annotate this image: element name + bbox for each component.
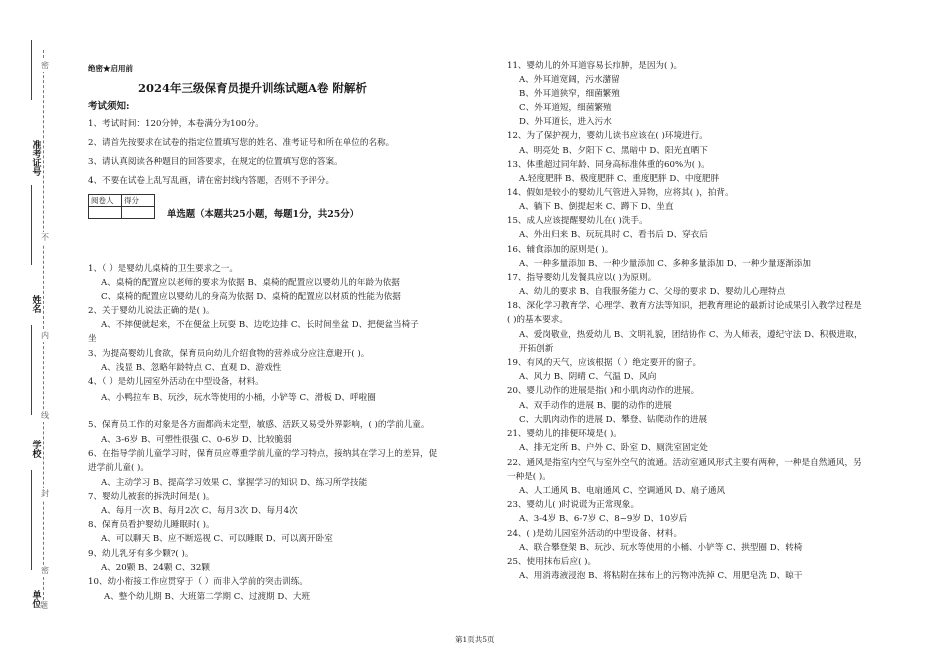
- section-title: 单选题（本题共25小题，每题1分，共25分）: [167, 209, 359, 220]
- option-line: D、外耳道长，进入污水: [519, 117, 612, 127]
- option-line: A.轻度肥胖 B、极度肥胖 C、重度肥胖 D、中度肥胖: [519, 174, 720, 184]
- option-line: 坐: [88, 334, 97, 344]
- question-line: 12、为了保护视力，婴幼儿读书应该在( )环境进行。: [507, 131, 708, 141]
- question-line: 23、婴幼儿( )时说谎为正常现象。: [507, 500, 640, 510]
- notice-heading: 考试须知:: [88, 101, 130, 112]
- question-line: 25、使用抹布后应( )。: [507, 557, 597, 567]
- question-line: 3、为提高婴幼儿食欲，保育员向幼儿介绍食物的营养成分应注意避开( )。: [88, 349, 370, 359]
- option-line: A、外出归来 B、玩玩具时 C、看书后 D、穿衣后: [519, 230, 708, 240]
- question-line: 24、( )是幼儿园室外活动的中型设备、材料。: [507, 529, 683, 539]
- score-cell: 得分: [122, 195, 155, 207]
- score-blank[interactable]: [122, 207, 155, 219]
- question-line: 10、幼小衔接工作应贯穿于（ ）而非入学前的突击训练。: [88, 577, 308, 587]
- question-line: 2、关于婴幼儿说法正确的是( )。: [88, 306, 215, 316]
- option-line: A、排无定所 B、户外 C、卧室 D、厕洗室固定处: [519, 443, 708, 453]
- option-line: C、桌椅的配置应以婴幼儿的身高为依据 D、桌椅的配置应以材质的性能为依据: [101, 292, 401, 302]
- option-line: A、3-4岁 B、6-7岁 C、8~9岁 D、10岁后: [519, 514, 688, 524]
- question-line: 4、（ ）是幼儿园室外活动在中型设备，材料。: [88, 377, 264, 387]
- fill-line: [31, 325, 32, 415]
- option-line: A、小鸭拉车 B、玩沙，玩水等使用的小桶，小铲等 C、滑板 D、呼啦圈: [101, 393, 376, 403]
- question-line: 11、婴幼儿的外耳道容易长疖肿，是因为( )。: [507, 61, 683, 71]
- option-line: A、不摔便就起来，不在便盆上玩耍 B、边吃边排 C、长时间坐盆 D、把便盆当椅子: [101, 320, 419, 330]
- option-line: A、每月一次 B、每月2次 C、每月3次 D、每月4次: [101, 506, 298, 516]
- option-line: A、桌椅的配置应以老师的要求为依据 B、桌椅的配置应以婴幼儿的年龄为依据: [101, 278, 400, 288]
- option-line: A、主动学习 B、提高学习效果 C、掌握学习的知识 D、练习所学技能: [101, 478, 368, 488]
- page-number: 第1页共5页: [455, 635, 495, 644]
- name-label: 姓名: [30, 295, 41, 313]
- seal-char: 内: [41, 331, 49, 340]
- school-label: 学校: [30, 440, 41, 458]
- question-line: 19、有风的天气，应该根据（ ）绝定要开的窗子。: [507, 358, 702, 368]
- option-line: A、20颗 B、24颗 C、32颗: [101, 563, 210, 573]
- option-line: A、幼儿的要求 B、自我服务能力 C、父母的要求 D、婴幼儿心理特点: [519, 287, 786, 297]
- question-line: 7、婴幼儿被套的拆洗时间是( )。: [88, 492, 215, 502]
- grader-blank[interactable]: [89, 207, 122, 219]
- question-line: 17、指导婴幼儿发餐具应以( )为原则。: [507, 273, 657, 283]
- option-line: A、一种多量添加 B、一种少量添加 C、多种多量添加 D、一种少量逐渐添加: [519, 259, 811, 269]
- seal-char: 线: [41, 411, 49, 420]
- option-line: A、联合攀登架 B、玩沙、玩水等使用的小桶、小铲等 C、拱型圈 D、转椅: [519, 543, 803, 553]
- option-line: A、用消毒液浸泡 B、将粘附在抹布上的污物冲洗掉 C、用肥皂洗 D、晾干: [519, 571, 803, 581]
- question-line: 15、成人应该提醒婴幼儿在( )洗手。: [507, 216, 648, 226]
- option-line: A、3-6岁 B、可塑性很强 C、0-6岁 D、比较脆弱: [101, 435, 292, 445]
- seal-char: 密: [41, 61, 49, 70]
- option-line: C、外耳道短，细菌繁殖: [519, 103, 612, 113]
- question-line: 1、（ ）是婴幼儿桌椅的卫生要求之一。: [88, 264, 238, 274]
- fill-line: [31, 40, 32, 100]
- option-line: A、整个幼儿期 B、大班第二学期 C、过渡期 D、大班: [104, 592, 311, 602]
- notice-item: 3、请认真阅读各种题目的回答要求，在规定的位置填写您的答案。: [88, 157, 343, 167]
- option-line: A、外耳道宽阔，污水潴留: [519, 75, 620, 85]
- option-line: A、人工通风 B、电扇通风 C、空调通风 D、扇子通风: [519, 486, 726, 496]
- question-line: 16、辅食添加的原则是( )。: [507, 245, 614, 255]
- grader-cell: 阅卷人: [89, 195, 122, 207]
- score-table: [88, 194, 155, 219]
- option-line: B、外耳道狭窄，细菌繁殖: [519, 89, 620, 99]
- question-line: 进学前儿童( )。: [88, 463, 149, 473]
- question-line: 18、深化学习教育学、心理学、教育方法等知识，把教育理论的最新讨论成果引入教学过程是: [507, 301, 862, 311]
- question-line: 22、通风是指室内空气与室外空气的流通。活动室通风形式主要有两种，一种是自然通风，另: [507, 458, 862, 468]
- question-line: 9、幼儿乳牙有多少颗?( )。: [88, 549, 194, 559]
- question-line: 6、在指导学前儿童学习时，保育员应尊重学前儿童的学习特点，接纳其在学习上的差异，促: [88, 449, 438, 459]
- question-line: ( )的基本要求。: [507, 315, 568, 325]
- seal-char: 封: [41, 489, 49, 498]
- exam-number-label: 准考证号: [30, 140, 41, 176]
- question-line: 13、体重超过同年龄、同身高标准体重的60%为( )。: [507, 160, 710, 170]
- secret-mark: 绝密★启用前: [88, 64, 133, 73]
- binding-strip: [0, 0, 56, 671]
- seal-char: 不: [41, 233, 49, 242]
- option-line: A、风力 B、阴晴 C、气温 D、风向: [519, 372, 657, 382]
- unit-label: 单位: [30, 590, 41, 608]
- option-line: A、爱岗敬业，热爱幼儿 B、文明礼貌，团结协作 C、为人师表，遵纪守法 D、积极进取，: [519, 330, 863, 340]
- notice-item: 2、请首先按要求在试卷的指定位置填写您的姓名、准考证号和所在单位的名称。: [88, 138, 395, 148]
- question-line: 21、婴幼儿的排便环境是( )。: [507, 429, 622, 439]
- option-line: A、明亮处 B、夕阳下 C、黑暗中 D、阳光直晒下: [519, 146, 708, 156]
- option-line: C、大肌肉动作的进展 D、攀登、钻爬动作的进展: [519, 415, 708, 425]
- option-line: A、双手动作的进展 B、腿的动作的进展: [519, 401, 672, 411]
- question-line: 一种是( )。: [507, 472, 551, 482]
- seal-char: 密: [41, 566, 49, 575]
- option-line: 开拓创新: [519, 344, 554, 354]
- notice-item: 4、不要在试卷上乱写乱画，请在密封线内答题，否则不予评分。: [88, 176, 335, 186]
- fill-line: [31, 185, 32, 265]
- option-line: A、浅显 B、忽略年龄特点 C、直观 D、游戏性: [101, 363, 282, 373]
- question-line: 20、婴儿动作的进展是指( )和小肌肉动作的进展。: [507, 386, 700, 396]
- question-line: 14、假如是较小的婴幼儿气管进入异物，应将其( )，拍背。: [507, 188, 734, 198]
- fill-line: [31, 470, 32, 570]
- option-line: A、可以聊天 B、应不断巡视 C、可以睡眠 D、可以离开卧室: [101, 534, 333, 544]
- notice-item: 1、考试时间：120分钟，本卷满分为100分。: [88, 119, 264, 129]
- question-line: 8、保育员看护婴幼儿睡眠时( )。: [88, 520, 215, 530]
- option-line: A、躺下 B、倒提起来 C、蹲下 D、坐直: [519, 202, 674, 212]
- seal-mark: 题: [40, 601, 48, 610]
- page-title: 2024年三级保育员提升训练试题A卷 附解析: [138, 81, 367, 95]
- question-line: 5、保育员工作的对象是各方面都尚未定型，敏感、活跃又易受外界影响，( )的学前儿童。: [88, 420, 430, 430]
